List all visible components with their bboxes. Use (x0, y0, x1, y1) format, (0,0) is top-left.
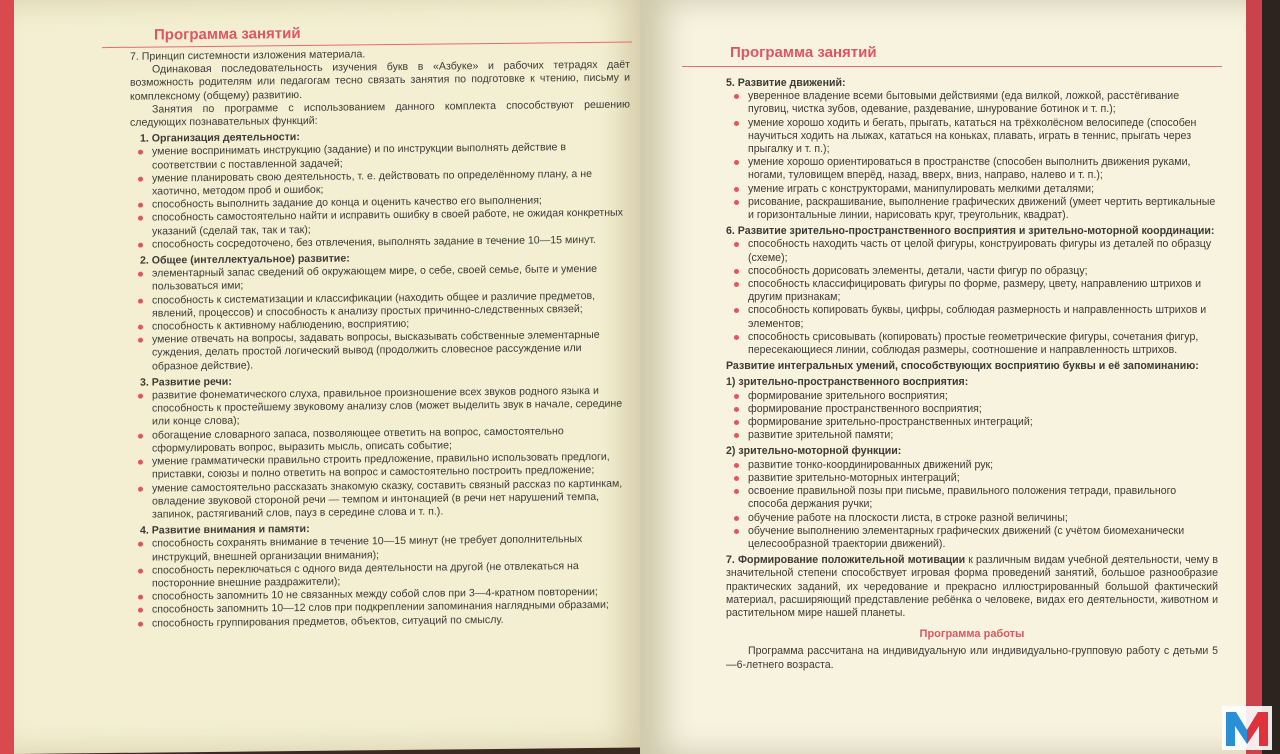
list-item: способность дорисовать элементы, детали, части фигур по образцу; (748, 265, 1218, 278)
bullet-list (130, 141, 630, 252)
list-item: освоение правильной позы при письме, правильного положения тетради, правильного способа держания ручки; (748, 485, 1218, 511)
list-item: умение хорошо ходить и бегать, прыгать, кататься на трёхколёсном велосипеде (способен научиться ходить на лыжах, кататься на коньках, плавать, играть в теннис, прыгать через прыгалку и т. п.); (748, 117, 1218, 157)
integral-skills-title: Развитие интегральных умений, способствующих восприятию буквы и её запоминанию: (726, 360, 1199, 373)
header-rule (682, 66, 1222, 67)
list-item: обучение работе на плоскости листа, в строке разной величины; (748, 512, 1218, 525)
principle-line: 7. Принцип системности изложения материала. (130, 48, 366, 63)
list-item: формирование пространственного восприятия; (748, 403, 1218, 416)
section-title: 5. Развитие движений: (726, 77, 846, 89)
list-item: способность переключаться с одного вида деятельности на другой (не отвлекаться на посторонние внешние раздражители); (152, 559, 630, 590)
list-item: способность к систематизации и классификации (находить общее и различие предметов, явлений, процессов) и способность к анализу простых причинно-следственных связей; (152, 289, 630, 320)
list-item: умение хорошо ориентироваться в пространстве (способен выполнить движения руками, ногами, туловищем вперёд, назад, вверх, вниз, направо, налево и т. п.); (748, 156, 1218, 182)
work-program-text: Программа рассчитана на индивидуальную или индивидуально-групповую работу с детьми 5—6-летнего возраста. (726, 645, 1218, 671)
list-item: развитие тонко-координированных движений рук; (748, 459, 1218, 472)
list-item: способность сосредоточено, без отвлечения, выполнять задание в течение 10—15 минут. (152, 233, 630, 251)
right-page (640, 0, 1246, 754)
section-title: 4. Развитие внимания и памяти: (140, 523, 310, 537)
bullet-list (130, 263, 630, 374)
section-title: 2. Общее (интеллектуальное) развитие: (140, 252, 350, 267)
section-title: 3. Развитие речи: (140, 375, 232, 389)
page-header: Программа занятий (730, 44, 877, 61)
list-item: способность запомнить 10—12 слов при подкреплении запоминания наглядными образами; (152, 599, 630, 617)
list-item: способность самостоятельно найти и исправить ошибку в своей работе, не ожидая конкретных указаний (сделай так, так и так); (152, 207, 630, 238)
section-title: 6. Развитие зрительно-пространственного восприятия и зрительно-моторной координации: (726, 225, 1215, 238)
subsection-title: 1) зрительно-пространственного восприятия: (726, 376, 969, 389)
intro-paragraph: Одинаковая последовательность изучения букв в «Азбуке» и рабочих тетрадях даёт возможность родителям или педагогам тесно связать занятия по подготовке к чтению, письму и комплексному (общему) развитию. (130, 58, 630, 103)
list-item: развитие зрительно-моторных интеграций; (748, 472, 1218, 485)
bullet-list (726, 90, 1218, 222)
bullet-list (130, 385, 630, 522)
left-page-content (130, 46, 630, 631)
list-item: способность выполнить задание до конца и оценить качество его выполнения; (152, 194, 630, 212)
list-item: обучение выполнению элементарных графических движений (с учётом биомеханически целесообразной траектории движений). (748, 525, 1218, 551)
list-item: формирование зрительно-пространственных интеграций; (748, 416, 1218, 429)
subsection-title: 2) зрительно-моторной функции: (726, 445, 902, 458)
intro-paragraph: Занятия по программе с использованием данного комплекта способствуют решению следующих познавательных функций: (130, 98, 630, 129)
list-item: способность запомнить 10 не связанных между собой слов при 3—4-кратном повторении; (152, 586, 630, 604)
right-page-content (726, 74, 1218, 672)
list-item: умение грамматически правильно строить предложение, правильно использовать предлоги, приставки, союзы и полно ответить на вопрос и самостоятельно построить предложение; (152, 451, 630, 482)
list-item: умение планировать свою деятельность, т. е. действовать по определённому плану, а не хаотично, методом проб и ошибок; (152, 167, 630, 198)
list-item: умение играть с конструкторами, манипулировать мелкими деталями; (748, 183, 1218, 196)
bullet-list (726, 238, 1218, 357)
list-item: развитие зрительной памяти; (748, 429, 1218, 442)
list-item: формирование зрительного восприятия; (748, 390, 1218, 403)
list-item: элементарный запас сведений об окружающем мире, о себе, своей семье, быте и умение пользоваться ими; (152, 263, 630, 294)
watermark-logo-icon (1222, 706, 1272, 750)
list-item: способность группирования предметов, объектов, ситуаций по смыслу. (152, 612, 630, 630)
list-item: способность срисовывать (копировать) простые геометрические фигуры, сочетания фигур, пересекающиеся линии, соблюдая размеры, соотношение и направленность штрихов. (748, 331, 1218, 357)
list-item: умение отвечать на вопросы, задавать вопросы, высказывать собственные элементарные суждения, делать простой логический вывод (продолжить словесное рассуждение или образное действие). (152, 329, 630, 374)
list-item: способность сохранять внимание в течение 10—15 минут (не требует дополнительных инструкций, внешней организации внимания); (152, 533, 630, 564)
list-item: способность классифицировать фигуры по форме, размеру, цвету, направлению штрихов и другим признакам; (748, 278, 1218, 304)
left-page (14, 0, 644, 754)
list-item: уверенное владение всеми бытовыми действиями (еда вилкой, ложкой, расстёгивание пуговиц, чистка зубов, одевание, раздевание, шнурование ботинок и т. п.); (748, 90, 1218, 116)
motivation-text: к различным видам учебной деятельности, чему в значительной степени способствует игровая форма проведений занятий, большое разнообразие практических заданий, их чередование и прекрасно иллюстрированный большой фактический материал, расширяющий представление ребёнка о человеке, видах его деятельности, животном и растительном мире нашей планеты. (726, 554, 1219, 619)
list-item: развитие фонематического слуха, правильное произношение всех звуков родного языка и способность к простейшему звуковому анализу слов (может выделить звук в начале, середине или конце слова); (152, 385, 630, 430)
list-item: способность копировать буквы, цифры, соблюдая размерность и направленность штрихов и элементов; (748, 304, 1218, 330)
bullet-list (130, 533, 630, 631)
motivation-title: 7. Формирование положительной мотивации (726, 554, 966, 567)
list-item: умение самостоятельно рассказать знакомую сказку, составить связный рассказ по картинкам, овладение звуковой стороной речи — темпом и интонацией (в речи нет нарушений темпа, запинок, растягиваний слов, пауз в середине слова и т. п.). (152, 477, 630, 522)
motivation-paragraph (726, 554, 1218, 620)
list-item: способность находить часть от целой фигуры, конструировать фигуры из деталей по образцу (схеме); (748, 238, 1218, 264)
section-title: 1. Организация деятельности: (140, 131, 300, 145)
page-header: Программа занятий (154, 24, 301, 44)
bullet-list (726, 459, 1218, 551)
list-item: способность к активному наблюдению, восприятию; (152, 316, 630, 334)
list-item: обогащение словарного запаса, позволяющее ответить на вопрос, самостоятельно сформулировать вопрос, выразить мысль, описать событие; (152, 424, 630, 455)
list-item: умение воспринимать инструкцию (задание) и по инструкции выполнять действие в соответствии с поставленной задачей; (152, 141, 630, 172)
work-program-title: Программа работы (919, 628, 1025, 641)
bullet-list (726, 390, 1218, 443)
list-item: рисование, раскрашивание, выполнение графических движений (умеет чертить вертикальные и горизонтальные линии, нарисовать круг, треугольник, квадрат). (748, 196, 1218, 222)
